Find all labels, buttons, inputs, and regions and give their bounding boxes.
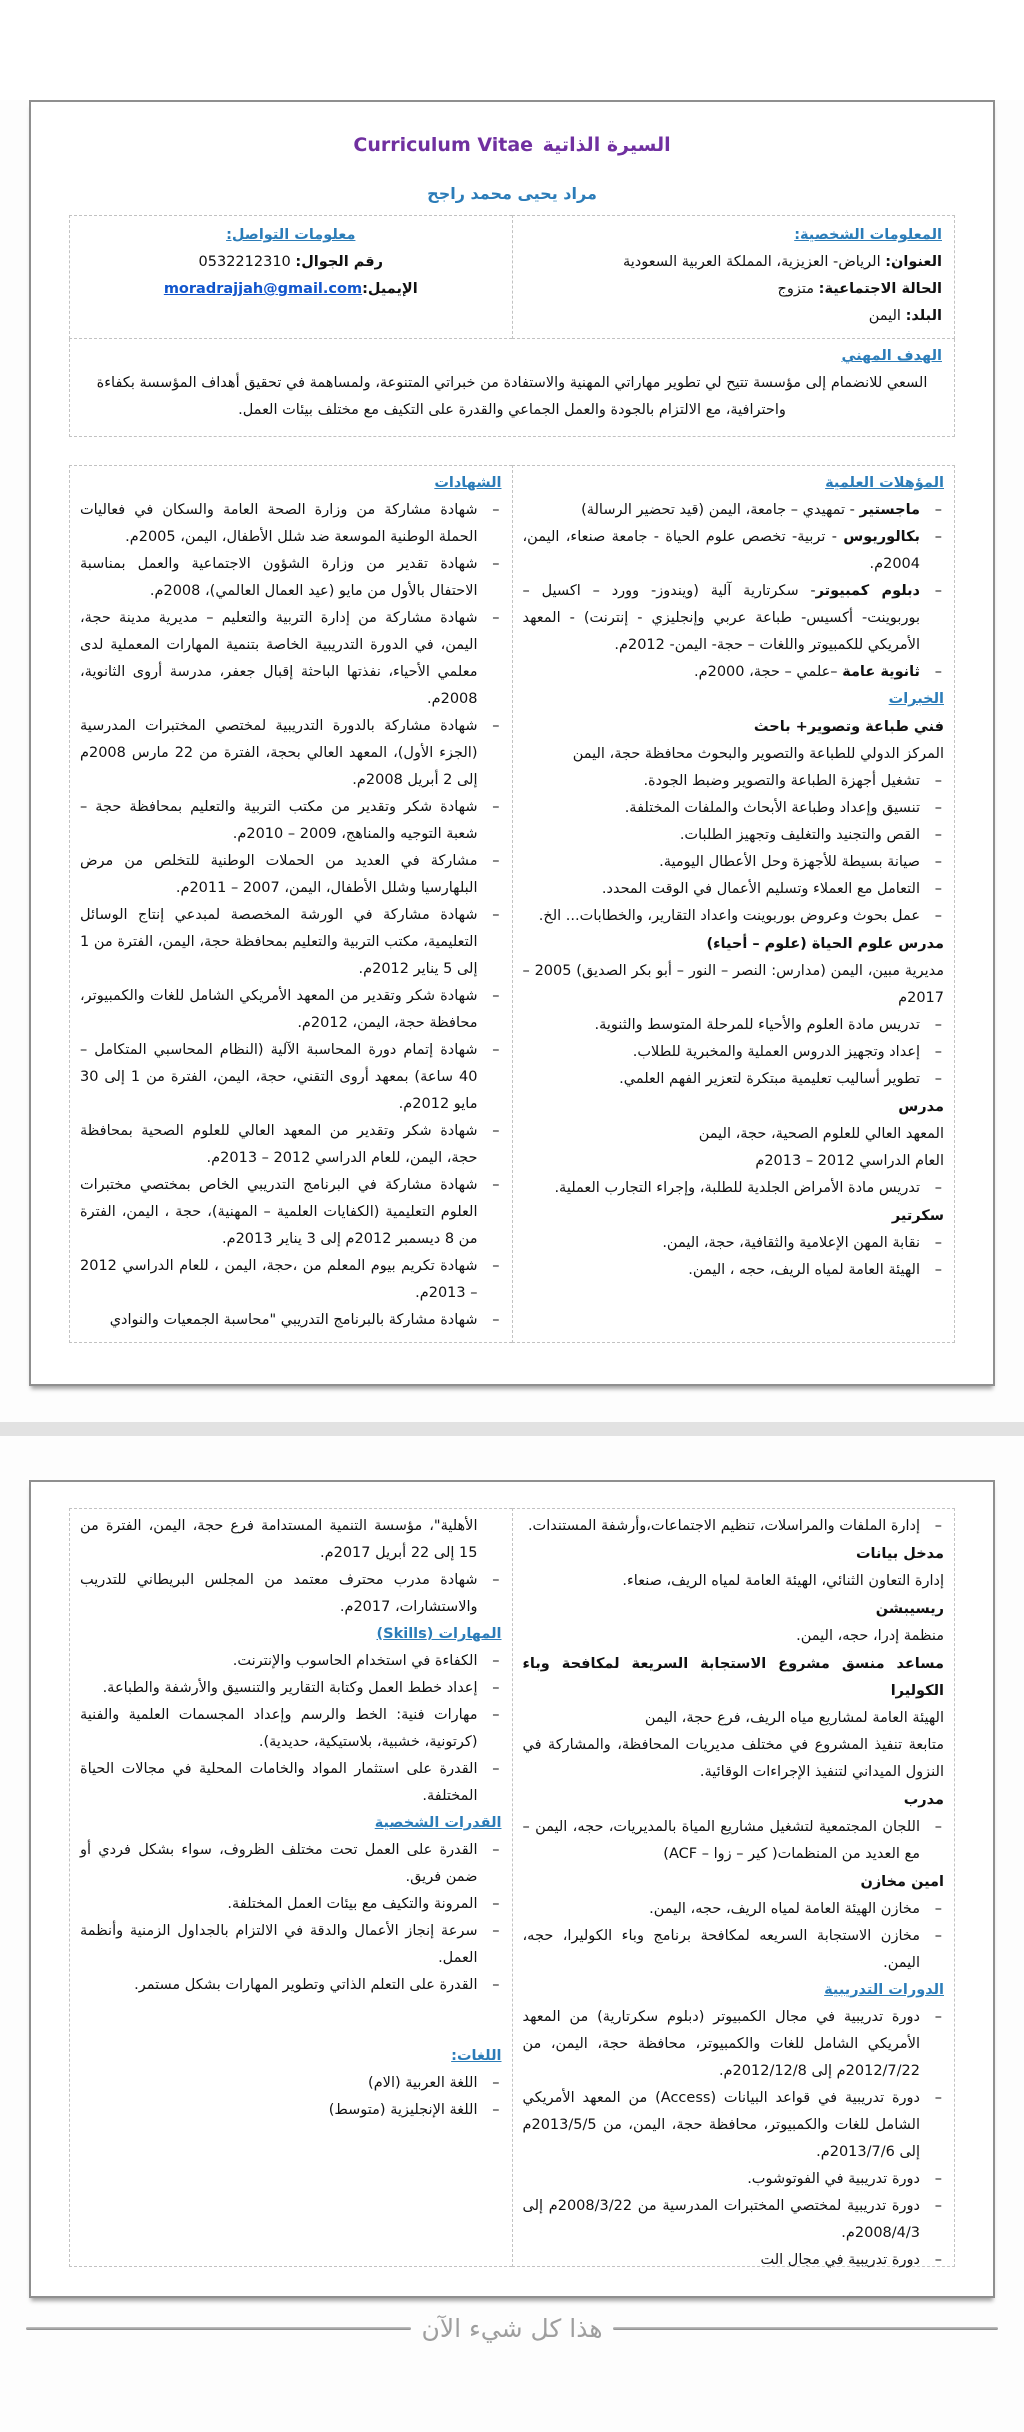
experience-block [523,1869,945,1977]
certificate-item: – مشاركة في العديد من الحملات الوطنية للتخلص من مرض البلهارسيا وشلل الأطفال، اليمن، 2007 – 2011م. [80,848,502,902]
languages-list [80,2070,502,2124]
job-bullet: – مخازن الهيئة العامة لمياه الريف، حجه، اليمن. [523,1896,945,1923]
abilities-heading: القدرات الشخصية [374,1815,502,1831]
phone-label: رقم الجوال: [295,254,383,270]
job-title: مساعد منسق مشروع الاستجابة السريعة لمكافحة وباء الكوليرا [522,1656,944,1699]
job-bullet: – تدريس مادة العلوم والأحياء للمرحلة المتوسط والثنوية. [523,1012,945,1039]
cv-page-2 [29,1480,995,2298]
language-item: – اللغة الإنجليزية (متوسط) [80,2097,502,2124]
job-title: سكرتير [891,1208,944,1224]
job-bullets [523,768,945,930]
job-lines [523,741,945,768]
course-item: – دورة تدريبية في الفوتوشوب. [523,2166,945,2193]
objective-section [69,339,955,437]
personal-info-row [525,249,943,276]
experience-heading: الخبرات [888,691,944,707]
job-bullet: – مخازن الاستجابة السريعه لمكافحة برنامج وباء الكوليرا، حجه، اليمن. [523,1923,945,1977]
experience-continued-cell [512,1509,955,2267]
job-bullet: – صيانة بسيطة للأجهزة وحل الأعطال اليومية. [523,849,945,876]
objective-heading: الهدف المهني [841,348,942,364]
job-lines [523,1568,945,1595]
phone-number: 0532212310 [198,254,291,270]
qualification-degree: ثانوية عامة [842,664,920,680]
certificate-item: – شهادة شكر وتقدير من المعهد العالي للعلوم الصحية بمحافظة حجة، اليمن، للعام الدراسي 2012 – 2013م. [80,1118,502,1172]
job-bullets [523,1814,945,1868]
skill-item: – الكفاءة في استخدام الحاسوب والإنترنت. [80,1648,502,1675]
job-lines [523,1623,945,1650]
qualification-detail: - تربية- تخصص علوم الحياة - جامعة صنعاء، اليمن، 2004م. [522,529,920,572]
job-bullet: – اللجان المجتمعية لتشغيل مشاريع المياة بالمديريات، حجه، اليمن – مع العديد من المنظمات( كير – زوا – ACF) [523,1814,945,1868]
info-value: اليمن [868,308,901,324]
email-label: الإيميل: [362,281,418,297]
certificates-cell [70,466,513,1343]
qualification-item [523,578,945,659]
certificates-heading: الشهادات [434,475,502,491]
job-title: مدخل بيانات [855,1546,944,1562]
ability-item: – سرعة إنجاز الأعمال والدقة في الالتزام بالجداول الزمنية وأنظمة العمل. [80,1918,502,1972]
job-line: المركز الدولي للطباعة والتصوير والبحوث محافظة حجة، اليمن [572,746,944,762]
ability-item: – القدرة على التعلم الذاتي وتطوير المهارات بشكل مستمر. [80,1972,502,1999]
clipped-course-line [523,2247,945,2268]
skill-item: – إعداد خطط العمل وكتابة التقارير والتنسيق والأرشفة والطباعة. [80,1675,502,1702]
certificate-item: – شهادة مشاركة في الورشة المخصصة لمبدعي إنتاج الوسائل التعليمية، مكتب التربية والتعليم بمحافظة حجة، اليمن، الفترة من 1 إلى 5 يناير 2012م. [80,902,502,983]
job-bullets [523,1175,945,1202]
job-line: المعهد العالي للعلوم الصحية، حجة، اليمن [698,1126,944,1142]
phone-line [82,249,500,276]
job-lines [523,1705,945,1786]
skills-cell [70,1509,513,2267]
job-bullet: – التعامل مع العملاء وتسليم الأعمال في الوقت المحدد. [523,876,945,903]
page2-body-table [69,1508,955,2267]
job-line: إدارة التعاون الثنائي، الهيئة العامة لمياه الريف، صنعاء. [622,1573,944,1589]
course-item: – دورة تدريبية في قواعد البيانات (Access) من المعهد الأمريكي الشامل للغات والكمبيوتر، محافظة حجة، اليمن، من 2013/5/5م إلى 2013/7/6م. [523,2085,945,2166]
certificate-item: – شهادة مشاركة بالدورة التدريبية لمختصي المختبرات المدرسية (الجزء الأول)، المعهد العالي بحجة، الفترة من 22 مارس 2008م إلى 2 أبريل 2008م. [80,713,502,794]
qualification-degree: دبلوم كمبيوتر [815,583,920,599]
job-bullets [523,1896,945,1977]
personal-info-cell [512,216,955,339]
page-separator-band [0,1422,1024,1436]
info-label: العنوان: [885,254,942,270]
contact-info-heading: معلومات التواصل: [226,227,356,243]
qualification-detail: - سكرتارية آلية (ويندوز- وورد – اكسيل – بوربوينت- أكسيس- طباعة عربي وإنجليزي - إنترنت) - المعهد الأمريكي للكمبيوتر واللغات – حجة- اليمن- 2012م. [522,583,920,653]
job-bullet: – القص والتجنيد والتغليف وتجهيز الطلبات. [523,822,945,849]
qualifications-heading: المؤهلات العلمية [825,475,944,491]
qualification-degree: بكالوريوس [843,529,920,545]
certificate-item: – شهادة مشاركة في البرنامج التدريبي الخاص بمختصي مختبرات العلوم التعليمية (الكفايات العلمية – المهنية)، حجة ، اليمن، الفترة من 8 ديسمبر 2012م إلى 3 يناير 2013م. [80,1172,502,1253]
ability-item: – المرونة والتكيف مع بيئات العمل المختلفة. [80,1891,502,1918]
personal-info-row [525,303,943,330]
certificate-item: – شهادة شكر وتقدير من مكتب التربية والتعليم بمحافظة حجة – شعبة التوجيه والمناهج، 2009 – 2010م. [80,794,502,848]
info-value: الرياض- العزيزية، المملكة العربية السعودية [623,254,881,270]
languages-heading: اللغات: [451,2048,502,2064]
document-canvas [0,100,1024,2432]
objective-text: السعي للانضمام إلى مؤسسة تتيح لي تطوير مهاراتي المهنية والاستفادة من خبراتي المتنوعة، ولمساهمة في تحقيق أهداف المؤسسة بكفاءة واحترافية، مع الالتزام بالجودة والعمل الجماعي والقدرة على التكيف مع مختلف بيئات العمل. [96,375,928,418]
experience-block [523,1596,945,1650]
abilities-list [80,1837,502,1999]
qualification-item [523,497,945,524]
qualifications-experience-cell [512,466,955,1343]
skills-heading: المهارات (Skills) [376,1626,502,1642]
end-divider [0,2314,1024,2343]
job-title: فني طباعة وتصوير+ باحث [753,719,944,735]
certificate-item: – شهادة مشاركة من إدارة التربية والتعليم – مديرية مدينة حجة، اليمن، في الدورة التدريبية الخاصة بتنمية المهارات المعملية لدى معلمي الأحياء، نفذتها الباحثة إقبال جعفر، مدرسة أروى الثانوية، 2008م. [80,605,502,713]
experience-block [523,1651,945,1786]
courses-list [523,2004,945,2247]
job-line: العام الدراسي 2012 – 2013م [755,1153,944,1169]
certificate-continuation: الأهلية"، مؤسسة التنمية المستدامة فرع حجة، اليمن، الفترة من 15 إلى 22 أبريل 2017م. [80,1518,478,1561]
divider-line-right [613,2327,998,2330]
job-line: مديرية مبين، اليمن (مدارس: النصر – النور – أبو بكر الصديق) 2005 – 2017م [522,963,945,1006]
qualification-item [523,524,945,578]
page1-body-table [69,465,955,1343]
job-bullet: – تنسيق وإعداد وطباعة الأبحاث والملفات المختلفة. [523,795,945,822]
job-title: مدرس [898,1099,944,1115]
secretary-duties-list [523,1513,945,1540]
skills-list [80,1648,502,1810]
end-note-text: هذا كل شيء الآن [421,2314,603,2343]
top-info-table [69,215,955,339]
personal-info-rows [525,249,943,330]
language-item: – اللغة العربية (الام) [80,2070,502,2097]
skill-item: – القدرة على استثمار المواد والخامات المحلية في مجالات الحياة المختلفة. [80,1756,502,1810]
certificate-item: – شهادة مشاركة بالبرنامج التدريبي "محاسبة الجمعيات والنوادي [80,1307,502,1334]
divider-line-left [26,2327,411,2330]
course-item: – دورة تدريبية لمختصي المختبرات المدرسية من 2008/3/22م إلى 2008/4/3م. [523,2193,945,2247]
qualifications-list [523,497,945,686]
job-title: ريسيبشن [875,1601,944,1617]
experience-block [523,1787,945,1868]
job-title: مدرب [903,1792,944,1808]
job-line: منظمة إدرا، حجه، اليمن. [796,1628,944,1644]
experience-block [523,1541,945,1595]
job-bullet: – عمل بحوث وعروض بوربوينت واعداد التقارير، والخطابات... الخ. [523,903,945,930]
experience-block [523,931,945,1093]
job-line: متابعة تنفيذ المشروع في مختلف مديريات المحافظة، والمشاركة في النزول الميداني لتنفيذ الإجراءات الوقائية. [522,1737,944,1780]
info-value: متزوج [777,281,815,297]
job-lines [523,958,945,1012]
courses-heading: الدورات التدريبية [824,1982,944,1998]
personal-info-heading: المعلومات الشخصية: [794,227,942,243]
cv-page-1 [29,100,995,1386]
qualification-detail: –علمي – حجة، 2000م. [694,664,843,680]
job-bullets [523,1230,945,1284]
job-line: الهيئة العامة لمشاريع مياه الريف، فرع حجة، اليمن [644,1710,944,1726]
title-english: Curriculum Vitae [353,134,534,156]
duty-bullet: – إدارة الملفات والمراسلات، تنظيم الاجتماعات،وأرشفة المستندات. [523,1513,945,1540]
title-arabic: السيرة الذاتية [542,134,671,156]
certificate-item: – شهادة تقدير من وزارة الشؤون الاجتماعية والعمل بمناسبة الاحتفال بالأول من مايو (عيد العمال العالمي)، 2008م. [80,551,502,605]
qualification-degree: ماجستير [859,502,920,518]
course-item: – دورة تدريبية في مجال الكمبيوتر (دبلوم سكرتارية) من المعهد الأمريكي الشامل للغات والكمبيوتر، محافظة حجة، اليمن، من 2012/7/22م إلى 2012/12/8م. [523,2004,945,2085]
course-item-partial: – دورة تدريبية في مجال الت [523,2247,945,2274]
experience-block [523,1094,945,1202]
certificate-item: – شهادة إتمام دورة المحاسبة الآلية (النظام المحاسبي المتكامل – 40 ساعة) بمعهد أروى التقني، حجة، اليمن، الفترة من 1 إلى 30 مايو 2012م. [80,1037,502,1118]
job-title: مدرس علوم الحياة (علوم – أحياء) [706,936,944,952]
experience-block [523,1203,945,1284]
job-title: امين مخازن [860,1874,944,1890]
certificates-continued-list [80,1567,502,1621]
email-line [82,276,500,303]
certificate-item: – شهادة شكر وتقدير من المعهد الأمريكي الشامل للغات والكمبيوتر، محافظة حجة، اليمن، 2012م. [80,983,502,1037]
experience-blocks-page2 [523,1541,945,1977]
ability-item: – القدرة على العمل تحت مختلف الظروف، سواء بشكل فردي أو ضمن فريق. [80,1837,502,1891]
certificate-item: – شهادة مشاركة من وزارة الصحة العامة والسكان في فعاليات الحملة الوطنية الموسعة ضد شلل الأطفال، اليمن، 2005م. [80,497,502,551]
certificates-list [80,497,502,1334]
experience-blocks [523,714,945,1284]
personal-info-row [525,276,943,303]
info-label: الحالة الاجتماعية: [818,281,942,297]
job-bullet: – تدريس مادة الأمراض الجلدية للطلبة، وإجراء التجارب العملية. [523,1175,945,1202]
job-bullet: – الهيئة العامة لمياه الريف، حجه ، اليمن. [523,1257,945,1284]
certificate-item: – شهادة تكريم بيوم المعلم من ،حجة، اليمن ، للعام الدراسي 2012 – 2013م. [80,1253,502,1307]
skill-item: – مهارات فنية: الخط والرسم وإعداد المجسمات العلمية والفنية (كرتونية، خشبية، بلاستيكية، حديدية). [80,1702,502,1756]
job-bullet: – نقابة المهن الإعلامية والثقافية، حجة، اليمن. [523,1230,945,1257]
candidate-name: مراد يحيى محمد راجح [427,184,597,203]
page-title [69,134,955,156]
certificate-item: – شهادة مدرب محترف معتمد من المجلس البريطاني للتدريب والاستشارات، 2017م. [80,1567,502,1621]
job-lines [523,1121,945,1175]
job-bullet: – تطوير أساليب تعليمية مبتكرة لتعزير الفهم العلمي. [523,1066,945,1093]
experience-block [523,714,945,930]
job-bullets [523,1012,945,1093]
info-label: البلد: [905,308,942,324]
qualification-detail: - تمهيدي – جامعة، اليمن (قيد تحضير الرسالة) [581,502,860,518]
contact-info-cell [70,216,513,339]
job-bullet: – تشغيل أجهزة الطباعة والتصوير وضبط الجودة. [523,768,945,795]
qualification-item [523,659,945,686]
job-bullet: – إعداد وتجهيز الدروس العملية والمخبرية للطلاب. [523,1039,945,1066]
email-link[interactable]: moradrajjah@gmail.com [163,281,363,297]
